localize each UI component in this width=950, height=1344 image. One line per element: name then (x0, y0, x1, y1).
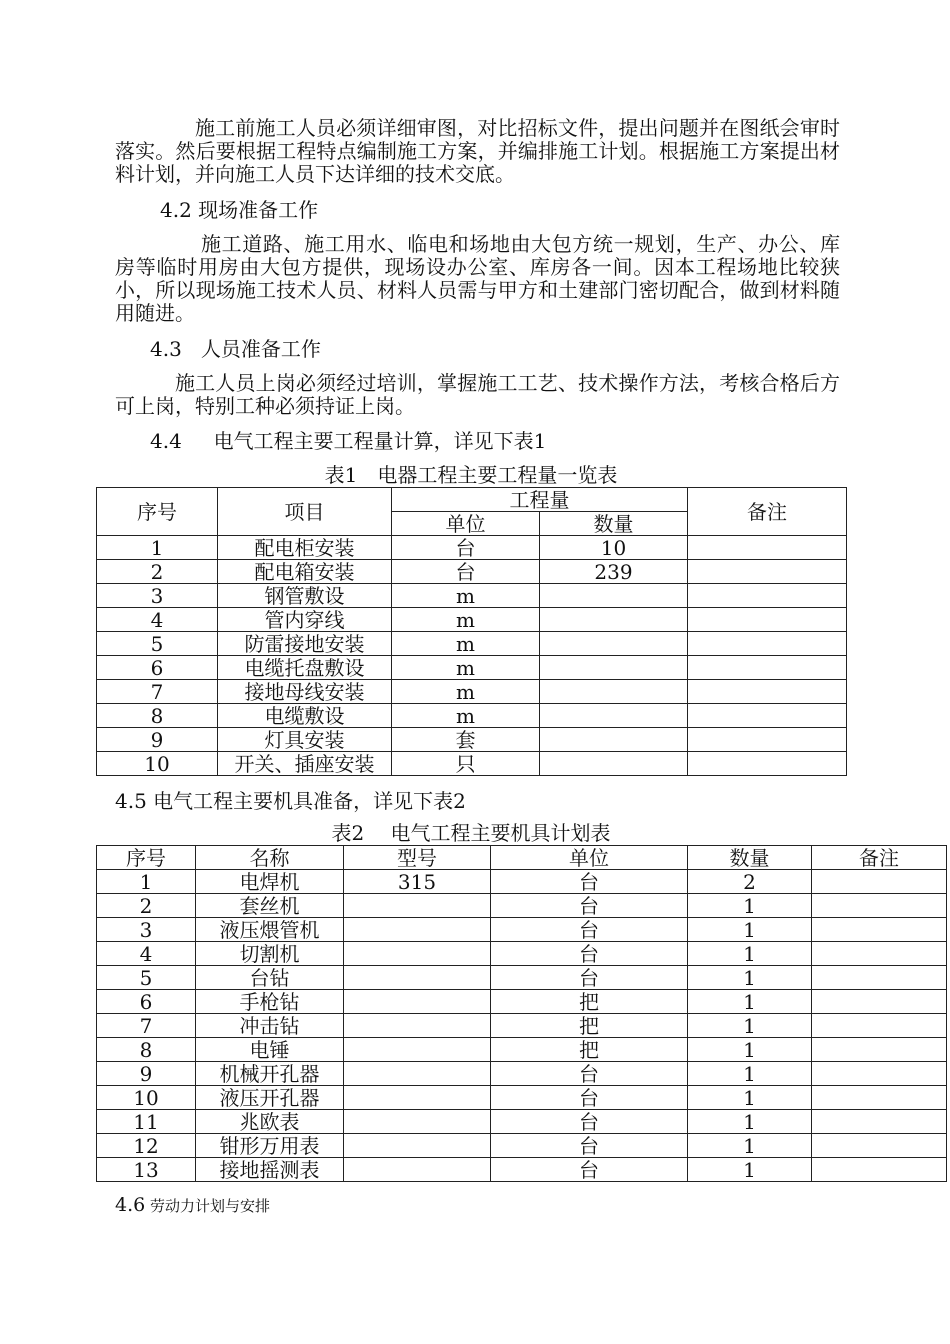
table2-cell-unit: 台 (491, 942, 688, 966)
section-4-5-heading (115, 790, 466, 813)
table2-cell-no: 9 (97, 1062, 196, 1086)
table-row (97, 680, 847, 704)
table1-cell-remark (688, 560, 847, 584)
table-row (97, 656, 847, 680)
table2-cell-remark (812, 942, 947, 966)
table2-cell-remark (812, 1062, 947, 1086)
table2-cell-model (344, 1062, 491, 1086)
table-row (97, 536, 847, 560)
table-row (97, 918, 947, 942)
table2-cell-amount: 1 (688, 990, 812, 1014)
table1-cell-amount (540, 728, 688, 752)
table1-cell-remark (688, 632, 847, 656)
table2-cell-remark (812, 990, 947, 1014)
table2-cell-remark (812, 1086, 947, 1110)
table2-cell-name: 液压开孔器 (196, 1086, 344, 1110)
table2-cell-remark (812, 966, 947, 990)
table2-cell-remark (812, 1110, 947, 1134)
table2-cell-name: 液压煨管机 (196, 918, 344, 942)
table-row (97, 584, 847, 608)
table2-cell-unit: 台 (491, 918, 688, 942)
table2-cell-amount: 1 (688, 1014, 812, 1038)
table1-caption: 表1 电器工程主要工程量一览表 (324, 463, 618, 487)
table2-cell-name: 机械开孔器 (196, 1062, 344, 1086)
table2-cell-model (344, 1086, 491, 1110)
table2-cell-unit: 台 (491, 1134, 688, 1158)
section-4-6-title: 劳动力计划与安排 (150, 1197, 271, 1215)
table1-cell-no: 10 (97, 752, 218, 776)
table1-cell-amount (540, 680, 688, 704)
table1-cell-item: 配电箱安装 (218, 560, 392, 584)
table2-cell-amount: 1 (688, 1110, 812, 1134)
table2-cell-remark (812, 918, 947, 942)
table2-cell-unit: 台 (491, 1062, 688, 1086)
table2-cell-amount: 1 (688, 918, 812, 942)
table-row (97, 1134, 947, 1158)
table2-cell-name: 接地摇测表 (196, 1158, 344, 1182)
table2-cell-name: 兆欧表 (196, 1110, 344, 1134)
table-row (97, 752, 847, 776)
table1-cell-unit: 台 (392, 536, 540, 560)
table1-header-quantity-group: 工程量 (392, 488, 688, 512)
table1-cell-amount (540, 704, 688, 728)
table1-cell-item: 钢管敷设 (218, 584, 392, 608)
table2-cell-unit: 台 (491, 1158, 688, 1182)
table1-cell-unit: 只 (392, 752, 540, 776)
table2-cell-amount: 1 (688, 1158, 812, 1182)
table2-cell-remark (812, 1134, 947, 1158)
table2-cell-no: 2 (97, 894, 196, 918)
table2-cell-no: 7 (97, 1014, 196, 1038)
table1-header-remark: 备注 (688, 488, 847, 536)
table2-cell-no: 11 (97, 1110, 196, 1134)
table2-cell-remark (812, 1158, 947, 1182)
table1-cell-remark (688, 536, 847, 560)
table-row (97, 632, 847, 656)
table1-cell-remark (688, 728, 847, 752)
table2-cell-amount: 1 (688, 1038, 812, 1062)
section-4-4-heading (150, 430, 546, 453)
section-4-3-number: 4.3 (150, 337, 182, 361)
table1-cell-remark (688, 680, 847, 704)
table-row (97, 1062, 947, 1086)
table1-cell-remark (688, 752, 847, 776)
section-4-3-title: 人员准备工作 (200, 337, 321, 361)
table-row (97, 1086, 947, 1110)
table2-cell-remark (812, 870, 947, 894)
table1-cell-item: 防雷接地安装 (218, 632, 392, 656)
table1-cell-no: 1 (97, 536, 218, 560)
table2-cell-unit: 台 (491, 1110, 688, 1134)
table1-cell-remark (688, 608, 847, 632)
table2-cell-model (344, 894, 491, 918)
section-4-1-paragraph: 施工前施工人员必须详细审图，对比招标文件，提出问题并在图纸会审时落实。然后要根据工程特点编制施工方案，并编排施工计划。根据施工方案提出材料计划，并向施工人员下达详细的技术交底。 (115, 116, 840, 186)
table2-cell-unit: 台 (491, 870, 688, 894)
table1-cell-no: 7 (97, 680, 218, 704)
table2-cell-amount: 1 (688, 1086, 812, 1110)
table1-cell-remark (688, 656, 847, 680)
table2-cell-unit: 台 (491, 1086, 688, 1110)
table2-cell-no: 5 (97, 966, 196, 990)
table1-header-amount: 数量 (540, 512, 688, 536)
table-row (97, 1110, 947, 1134)
table2-cell-no: 12 (97, 1134, 196, 1158)
table2-header-unit: 单位 (491, 846, 688, 870)
table2-cell-remark (812, 1014, 947, 1038)
table-row (97, 990, 947, 1014)
section-4-3-paragraph: 施工人员上岗必须经过培训，掌握施工工艺、技术操作方法，考核合格后方可上岗，特别工种必须持证上岗。 (115, 371, 840, 418)
table2-cell-unit: 台 (491, 894, 688, 918)
table2-cell-model (344, 1038, 491, 1062)
table-row (97, 608, 847, 632)
table2-cell-amount: 1 (688, 1062, 812, 1086)
table1-cell-unit: 套 (392, 728, 540, 752)
table1-header-unit: 单位 (392, 512, 540, 536)
table2-cell-no: 10 (97, 1086, 196, 1110)
table-row (97, 870, 947, 894)
table2-cell-no: 6 (97, 990, 196, 1014)
section-4-6-heading (115, 1196, 270, 1215)
table2-cell-model (344, 966, 491, 990)
table1-cell-unit: 台 (392, 560, 540, 584)
table1-cell-no: 6 (97, 656, 218, 680)
table-row (97, 894, 947, 918)
table2-cell-unit: 把 (491, 1014, 688, 1038)
table1-header-item: 项目 (218, 488, 392, 536)
table2-header-no: 序号 (97, 846, 196, 870)
table1-cell-amount (540, 584, 688, 608)
table-row (97, 704, 847, 728)
table2-cell-unit: 把 (491, 990, 688, 1014)
table2-cell-no: 4 (97, 942, 196, 966)
table2-cell-name: 电焊机 (196, 870, 344, 894)
table1-cell-no: 5 (97, 632, 218, 656)
table1-cell-item: 管内穿线 (218, 608, 392, 632)
table2-cell-name: 电锤 (196, 1038, 344, 1062)
table1-cell-unit: m (392, 656, 540, 680)
table1-cell-amount (540, 752, 688, 776)
table1-cell-amount (540, 608, 688, 632)
table1-cell-unit: m (392, 608, 540, 632)
table1-cell-item: 灯具安装 (218, 728, 392, 752)
table1-header-no: 序号 (97, 488, 218, 536)
table2-cell-name: 钳形万用表 (196, 1134, 344, 1158)
table2-cell-name: 台钻 (196, 966, 344, 990)
table2-cell-no: 8 (97, 1038, 196, 1062)
table1-cell-amount: 10 (540, 536, 688, 560)
table-row (97, 1038, 947, 1062)
table2-caption: 表2 电气工程主要机具计划表 (331, 821, 611, 845)
table2-cell-model (344, 918, 491, 942)
table2-cell-remark (812, 1038, 947, 1062)
table2-cell-name: 切割机 (196, 942, 344, 966)
table1-cell-item: 接地母线安装 (218, 680, 392, 704)
table2-cell-no: 3 (97, 918, 196, 942)
table2-cell-amount: 1 (688, 1134, 812, 1158)
table2-header-model: 型号 (344, 846, 491, 870)
table2-cell-model (344, 942, 491, 966)
table2-cell-no: 1 (97, 870, 196, 894)
table1-cell-item: 电缆托盘敷设 (218, 656, 392, 680)
table2-cell-model (344, 990, 491, 1014)
table2-cell-unit: 把 (491, 1038, 688, 1062)
table2-cell-amount: 1 (688, 966, 812, 990)
section-4-5-number: 4.5 (115, 789, 147, 813)
table-row (97, 1158, 947, 1182)
table-row (97, 1014, 947, 1038)
table2-cell-amount: 2 (688, 870, 812, 894)
table2-cell-no: 13 (97, 1158, 196, 1182)
table-row (97, 560, 847, 584)
table1-cell-amount (540, 656, 688, 680)
table2-cell-model (344, 1110, 491, 1134)
table1-cell-no: 9 (97, 728, 218, 752)
table1-cell-item: 开关、插座安装 (218, 752, 392, 776)
table1-cell-unit: m (392, 632, 540, 656)
table2-cell-model (344, 1158, 491, 1182)
table1-cell-no: 8 (97, 704, 218, 728)
table2-cell-amount: 1 (688, 894, 812, 918)
table1-cell-item: 电缆敷设 (218, 704, 392, 728)
table2-cell-remark (812, 894, 947, 918)
table1-cell-no: 4 (97, 608, 218, 632)
table2-header-amount: 数量 (688, 846, 812, 870)
table1-cell-unit: m (392, 680, 540, 704)
table2-header-name: 名称 (196, 846, 344, 870)
table-row (97, 728, 847, 752)
table1-cell-no: 2 (97, 560, 218, 584)
table1 (96, 487, 847, 776)
section-4-2-number: 4.2 (160, 198, 192, 222)
section-4-5-title: 电气工程主要机具准备，详见下表2 (153, 789, 466, 813)
table1-cell-no: 3 (97, 584, 218, 608)
table2-cell-name: 套丝机 (196, 894, 344, 918)
table2-cell-model (344, 1014, 491, 1038)
table2-cell-unit: 台 (491, 966, 688, 990)
table1-cell-remark (688, 584, 847, 608)
section-4-6-number: 4.6 (115, 1194, 146, 1216)
table2-cell-amount: 1 (688, 942, 812, 966)
table2-cell-model: 315 (344, 870, 491, 894)
table2-header-remark: 备注 (812, 846, 947, 870)
section-4-2-heading (160, 199, 318, 222)
table1-cell-unit: m (392, 584, 540, 608)
table1-cell-remark (688, 704, 847, 728)
section-4-4-title: 电气工程主要工程量计算，详见下表1 (213, 429, 547, 453)
section-4-3-heading (150, 338, 321, 361)
table-row (97, 942, 947, 966)
section-4-2-title: 现场准备工作 (198, 198, 319, 222)
section-4-2-paragraph: 施工道路、施工用水、临电和场地由大包方统一规划，生产、办公、库房等临时用房由大包方提供，现场设办公室、库房各一间。因本工程场地比较狭小，所以现场施工技术人员、材料人员需与甲方和土建部门密切配合，做到材料随用随进。 (115, 232, 840, 325)
table-row (97, 966, 947, 990)
table1-cell-amount (540, 632, 688, 656)
table2 (96, 845, 947, 1182)
table2-cell-name: 手枪钻 (196, 990, 344, 1014)
table1-cell-unit: m (392, 704, 540, 728)
table2-cell-name: 冲击钻 (196, 1014, 344, 1038)
table2-cell-model (344, 1134, 491, 1158)
table1-cell-item: 配电柜安装 (218, 536, 392, 560)
section-4-4-number: 4.4 (150, 429, 182, 453)
table1-cell-amount: 239 (540, 560, 688, 584)
